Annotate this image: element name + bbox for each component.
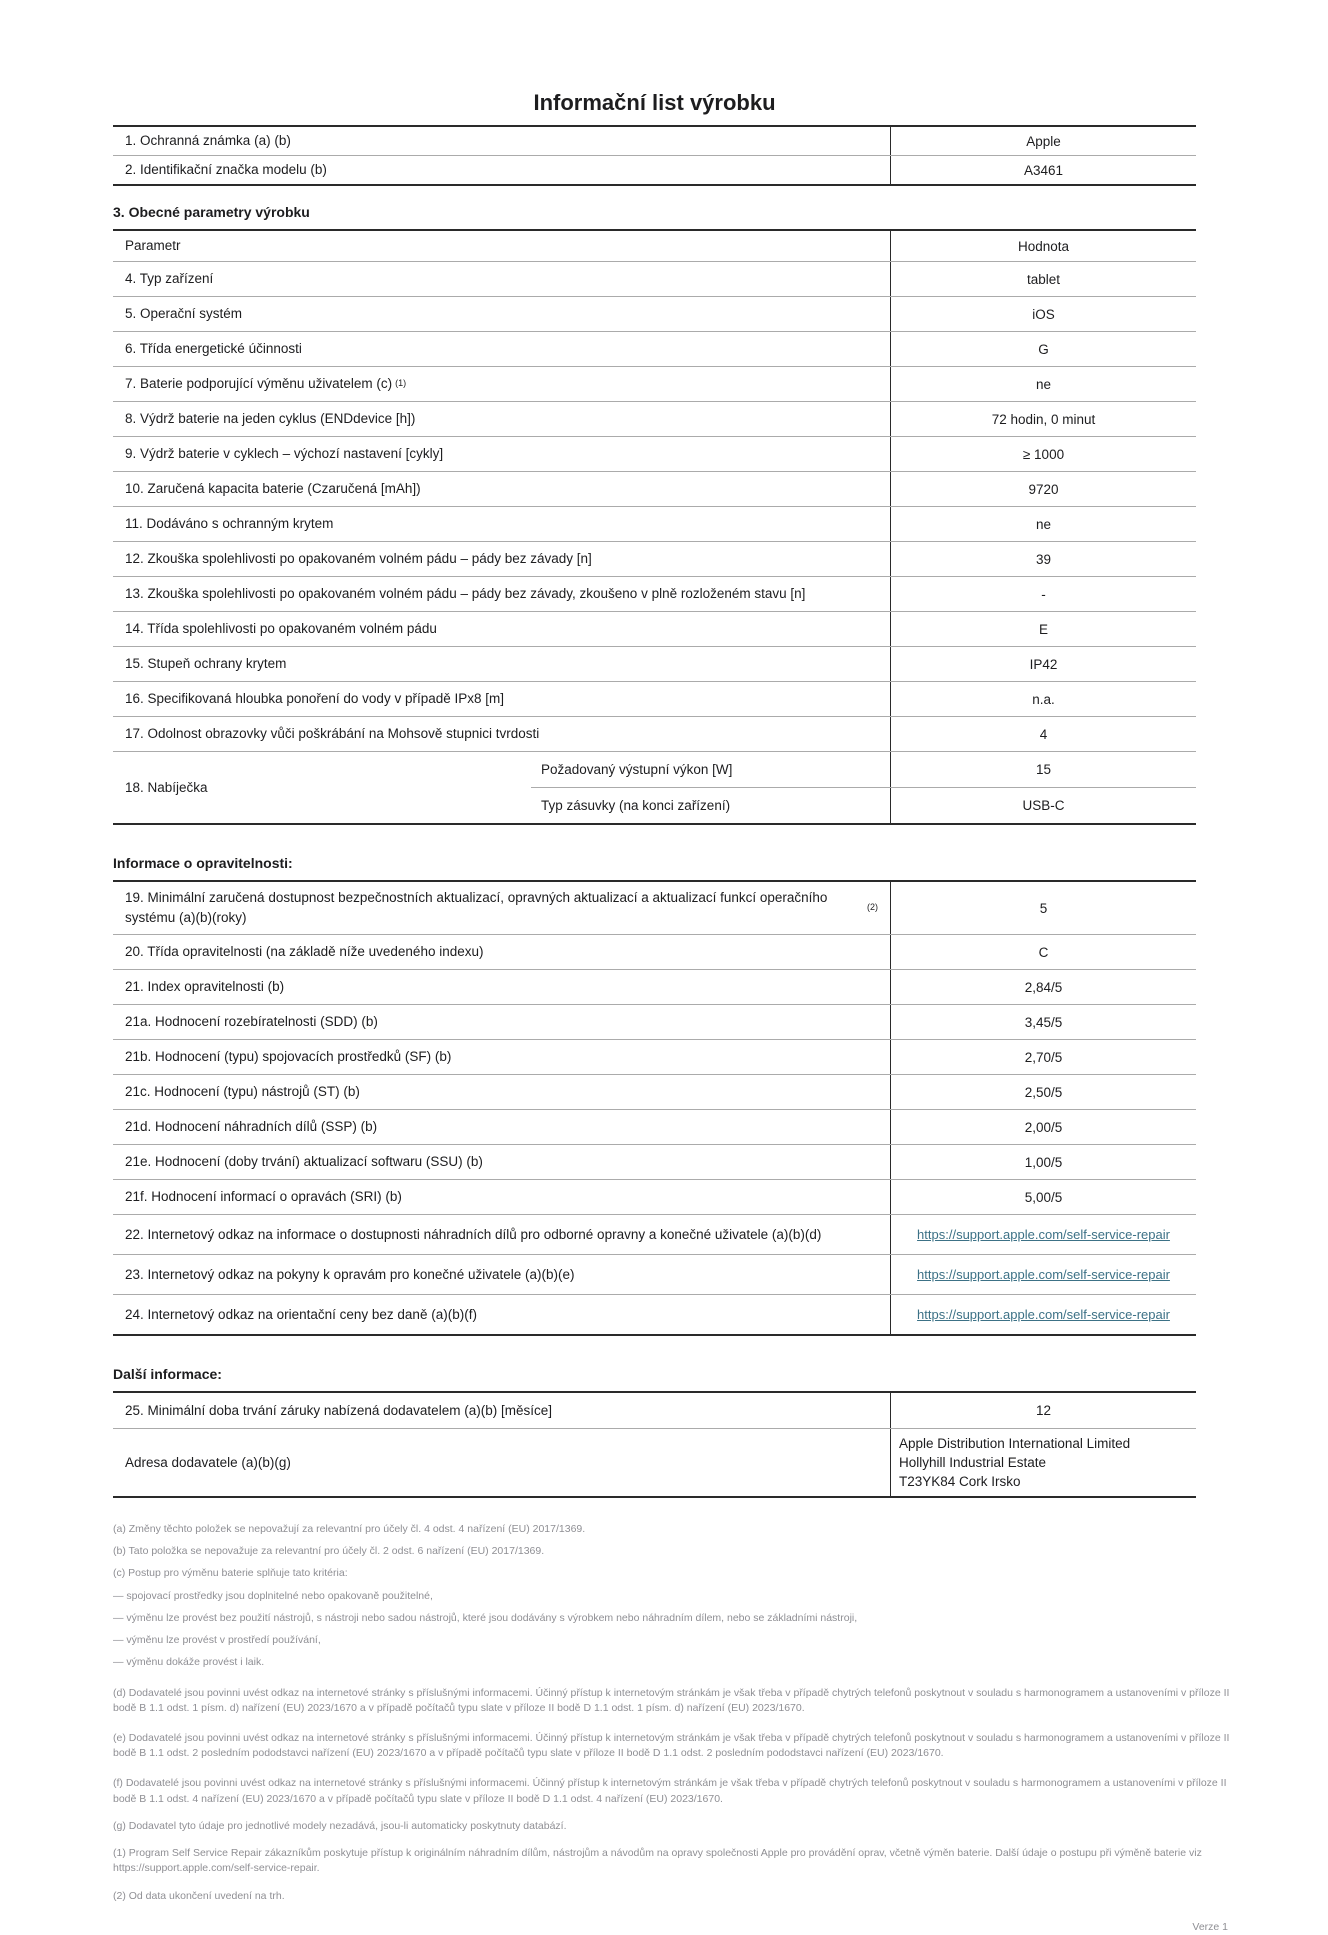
row-label: 25. Minimální doba trvání záruky nabízená dodavatelem (a)(b) [měsíce] [125, 1402, 552, 1418]
table-row [113, 366, 1196, 401]
table-row [113, 1109, 1196, 1144]
row-label: 1. Ochranná známka (a) (b) [125, 133, 291, 148]
row-value: USB-C [890, 788, 1196, 823]
table-row [113, 1254, 1196, 1294]
row-value: Apple [890, 127, 1196, 155]
row-value: 5,00/5 [890, 1180, 1196, 1214]
identification-table [113, 125, 1196, 186]
row-label: 21d. Hodnocení náhradních dílů (SSP) (b) [125, 1119, 378, 1134]
row-value: 2,00/5 [890, 1110, 1196, 1144]
address-line: Apple Distribution International Limited [899, 1436, 1131, 1451]
row-label: 21e. Hodnocení (doby trvání) aktualizací softwaru (SSU) (b) [125, 1154, 483, 1169]
table-row [113, 1393, 1196, 1428]
table-row [113, 401, 1196, 436]
row-value: 2,84/5 [890, 970, 1196, 1004]
row-value: 39 [890, 542, 1196, 576]
row-label: 7. Baterie podporující výměnu uživatelem (c) $^{(1)}$ [113, 367, 890, 401]
table-row [113, 1214, 1196, 1254]
row-label: 21a. Hodnocení rozebíratelnosti (SDD) (b) [125, 1014, 378, 1029]
row-label: 4. Typ zařízení [125, 271, 214, 286]
footnote: (2) Od data ukončení uvedení na trh. [113, 1889, 285, 1902]
column-header-parametr: Parametr [125, 238, 181, 253]
footnote: (b) Tato položka se nepovažuje za relevantní pro účely čl. 2 odst. 6 nařízení (EU) 2017/1369. [113, 1545, 545, 1558]
version-label: Verze 1 [1192, 1920, 1228, 1933]
row-label: 9. Výdrž baterie v cyklech – výchozí nastavení [cykly] [125, 446, 444, 461]
table-row [113, 261, 1196, 296]
section-heading-general: 3. Obecné parametry výrobku [113, 204, 310, 220]
row-value: 4 [890, 717, 1196, 751]
footnote: (f) Dodavatelé jsou povinni uvést odkaz na internetové stránky s příslušnými informacemi. Účinný přístup k internetovým stránkám je však třeba v případě chytrých telefonů poskytnout v souladu s harmonogramem a ustanoveními v příloze II bodě B 1.1 odst. 4 nařízení (EU) 2023/1670 a v případě počítačů typu slate v příloze II bodě D 1.1 odst. 4 nařízení (EU) 2023/1670. [113, 1777, 1227, 1805]
row-label: 20. Třída opravitelnosti (na základě níže uvedeného indexu) [125, 944, 484, 959]
row-label: 21. Index opravitelnosti (b) [125, 979, 285, 994]
row-label: 18. Nabíječka [125, 780, 208, 795]
table-row [113, 1039, 1196, 1074]
row-value: 15 [890, 752, 1196, 787]
row-value: 2,50/5 [890, 1075, 1196, 1109]
address-line: T23YK84 Cork Irsko [899, 1474, 1021, 1489]
row-value [890, 1215, 1196, 1254]
footnote: — výměnu dokáže provést i laik. [113, 1656, 265, 1669]
table-row [113, 471, 1196, 506]
table-row [113, 331, 1196, 366]
table-row [113, 611, 1196, 646]
table-row [113, 506, 1196, 541]
table-row [113, 716, 1196, 751]
row-label: 21f. Hodnocení informací o opravách (SRI) (b) [125, 1189, 402, 1204]
charger-subrow [531, 752, 1196, 787]
row-label: 8. Výdrž baterie na jeden cyklus (ENDdevice [h]) [125, 411, 416, 426]
footnote: (d) Dodavatelé jsou povinni uvést odkaz na internetové stránky s příslušnými informacemi. Účinný přístup k internetovým stránkám je však třeba v případě chytrých telefonů poskytnout v souladu s harmonogramem a ustanoveními v příloze II bodě B 1.1 odst. 1 písm. d) nařízení (EU) 2023/1670 a v případě počítačů typu slate v příloze II bodě D 1.1 odst. 1 písm. d) nařízení (EU) 2023/1670. [113, 1686, 1230, 1714]
row-label: 21c. Hodnocení (typu) nástrojů (ST) (b) [125, 1084, 360, 1099]
row-value: ≥ 1000 [890, 437, 1196, 471]
section-heading-additional: Další informace: [113, 1366, 222, 1382]
footnotes [113, 1522, 1240, 1935]
table-row [113, 1004, 1196, 1039]
row-label: 2. Identifikační značka modelu (b) [125, 162, 327, 177]
row-value: IP42 [890, 647, 1196, 681]
row-value: 2,70/5 [890, 1040, 1196, 1074]
table-row [113, 969, 1196, 1004]
footnote: — spojovací prostředky jsou doplnitelné nebo opakovaně použitelné, [113, 1589, 433, 1602]
self-service-repair-link[interactable]: https://support.apple.com/self-service-repair [917, 1227, 1170, 1242]
row-value: 5 [890, 882, 1196, 934]
table-row [113, 934, 1196, 969]
row-value: G [890, 332, 1196, 366]
row-value: ne [890, 367, 1196, 401]
table-row [113, 681, 1196, 716]
row-value: E [890, 612, 1196, 646]
footnote: (c) Postup pro výměnu baterie splňuje tato kritéria: [113, 1567, 348, 1580]
footnote: (a) Změny těchto položek se nepovažují za relevantní pro účely čl. 4 odst. 4 nařízení (EU) 2017/1369. [113, 1523, 586, 1535]
table-row [113, 1294, 1196, 1334]
row-label: 24. Internetový odkaz na orientační ceny bez daně (a)(b)(f) [125, 1306, 477, 1322]
row-value: 9720 [890, 472, 1196, 506]
row-label: 14. Třída spolehlivosti po opakovaném volném pádu [125, 621, 437, 636]
general-parameters-table [113, 229, 1196, 825]
row-value [890, 1295, 1196, 1334]
column-header-hodnota: Hodnota [890, 231, 1196, 261]
row-label: 12. Zkouška spolehlivosti po opakovaném volném pádu – pády bez závady [n] [125, 551, 592, 566]
table-row [113, 155, 1196, 184]
footnote: (e) Dodavatelé jsou povinni uvést odkaz na internetové stránky s příslušnými informacemi. Účinný přístup k internetovým stránkám je však třeba v případě chytrých telefonů poskytnout v souladu s harmonogramem a ustanoveními v příloze II bodě B 1.1 odst. 2 posledním pododstavci nařízení (EU) 2023/1670 a v případě počítačů typu slate v příloze II bodě D 1.1 odst. 2 posledním pododstavci nařízení (EU) 2023/1670. [113, 1731, 1230, 1760]
charger-row [113, 751, 1196, 823]
row-value: tablet [890, 262, 1196, 296]
table-row [113, 1074, 1196, 1109]
row-label: Adresa dodavatele (a)(b)(g) [125, 1454, 291, 1470]
table-row [113, 882, 1196, 934]
row-label-text: 7. Baterie podporující výměnu uživatelem (c) [125, 376, 393, 391]
footnote: (g) Dodavatel tyto údaje pro jednotlivé modely nezadává, jsou-li automaticky poskytnuty databází. [113, 1819, 567, 1832]
charger-subrow [531, 787, 1196, 823]
table-row [113, 646, 1196, 681]
row-label: Typ zásuvky (na konci zařízení) [541, 798, 731, 813]
footnote: — výměnu lze provést v prostředí používání, [113, 1634, 321, 1647]
table-header-row [113, 231, 1196, 261]
footnote: (1) Program Self Service Repair zákazníkům poskytuje přístup k originálním náhradním dílům, nástrojům a návodům na opravy společnosti Apple pro provádění oprav, včetně výměn baterie. Další údaje o postupu při výměně baterie viz https://support.apple.com/self-service-repair. [113, 1847, 1202, 1875]
supplier-address-row [113, 1428, 1196, 1496]
row-value: - [890, 577, 1196, 611]
supplier-address [890, 1429, 1196, 1496]
row-label: 15. Stupeň ochrany krytem [125, 656, 287, 671]
table-row [113, 436, 1196, 471]
address-line: Hollyhill Industrial Estate [899, 1455, 1047, 1470]
row-label: 13. Zkouška spolehlivosti po opakovaném volném pádu – pády bez závady, zkoušeno v plně rozloženém stavu [n] [125, 586, 806, 601]
row-value: 72 hodin, 0 minut [890, 402, 1196, 436]
row-label: 16. Specifikovaná hloubka ponoření do vody v případě IPx8 [m] [125, 691, 504, 706]
charger-subtable [531, 752, 1196, 823]
table-row [113, 1179, 1196, 1214]
table-row [113, 1144, 1196, 1179]
footnote: — výměnu lze provést bez použití nástrojů, s nástroji nebo sadou nástrojů, které jsou dodávány s výrobkem nebo náhradním dílem, nebo se základními nástroji, [113, 1611, 858, 1624]
row-value: n.a. [890, 682, 1196, 716]
row-label: 23. Internetový odkaz na pokyny k opravám pro konečné uživatele (a)(b)(e) [125, 1266, 575, 1282]
row-label: 11. Dodáváno s ochranným krytem [125, 516, 334, 531]
row-label: 10. Zaručená kapacita baterie (Czaručená [mAh]) [125, 481, 421, 496]
row-value: C [890, 935, 1196, 969]
self-service-repair-link[interactable]: https://support.apple.com/self-service-repair [917, 1267, 1170, 1282]
row-label: 5. Operační systém [125, 306, 243, 321]
row-label: Požadovaný výstupní výkon [W] [541, 762, 733, 777]
section-heading-repairability: Informace o opravitelnosti: [113, 855, 293, 871]
row-value: 1,00/5 [890, 1145, 1196, 1179]
row-label: 17. Odolnost obrazovky vůči poškrábání na Mohsově stupnici tvrdosti [125, 726, 540, 741]
row-value: iOS [890, 297, 1196, 331]
table-row [113, 576, 1196, 611]
table-row [113, 296, 1196, 331]
row-label: 22. Internetový odkaz na informace o dostupnosti náhradních dílů pro odborné opravny a konečné uživatele (a)(b)(d) [125, 1226, 822, 1242]
additional-info-table [113, 1391, 1196, 1498]
repairability-table [113, 880, 1196, 1336]
row-value: 12 [890, 1393, 1196, 1428]
row-label-text: 19. Minimální zaručená dostupnost bezpečnostních aktualizací, opravných aktualizací a aktualizací funkcí operačního systému (a)(b)(roky) [125, 890, 828, 925]
row-value [890, 1255, 1196, 1294]
row-label: 21b. Hodnocení (typu) spojovacích prostředků (SF) (b) [125, 1049, 452, 1064]
row-value: ne [890, 507, 1196, 541]
self-service-repair-link[interactable]: https://support.apple.com/self-service-repair [917, 1307, 1170, 1322]
row-value: A3461 [890, 156, 1196, 184]
row-value: 3,45/5 [890, 1005, 1196, 1039]
page-title: Informační list výrobku [533, 90, 776, 115]
row-label: 19. Minimální zaručená dostupnost bezpečnostních aktualizací, opravných aktualizací a aktualizací funkcí operačního systému (a)(b)(roky) $^{(2)}$ [113, 882, 890, 934]
table-row [113, 127, 1196, 155]
table-row [113, 541, 1196, 576]
row-label: 6. Třída energetické účinnosti [125, 341, 302, 356]
